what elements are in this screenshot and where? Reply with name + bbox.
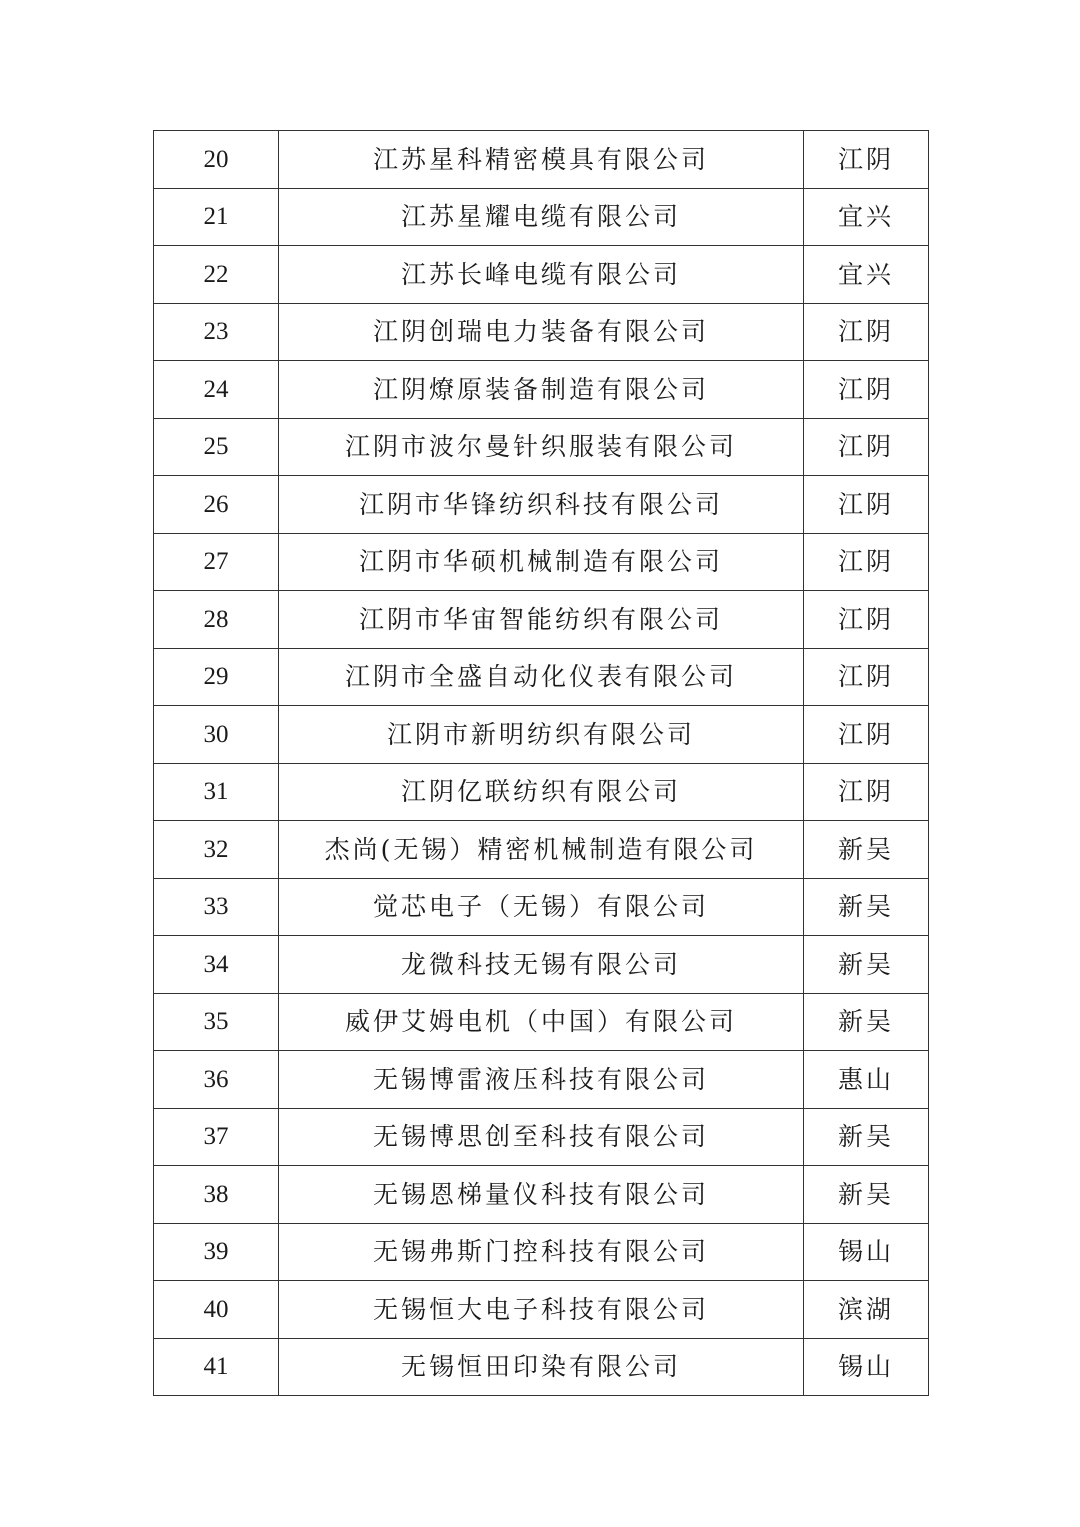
row-number: 38 xyxy=(154,1166,279,1224)
region: 江阴 xyxy=(804,533,929,591)
table-row xyxy=(154,591,929,649)
table-row xyxy=(154,1281,929,1339)
table-row xyxy=(154,993,929,1051)
row-number: 33 xyxy=(154,878,279,936)
row-number: 22 xyxy=(154,246,279,304)
table-row xyxy=(154,763,929,821)
region: 宜兴 xyxy=(804,188,929,246)
company-name: 江阴燎原装备制造有限公司 xyxy=(279,361,804,419)
company-name: 无锡博思创至科技有限公司 xyxy=(279,1108,804,1166)
region: 新吴 xyxy=(804,821,929,879)
row-number: 40 xyxy=(154,1281,279,1339)
table-row xyxy=(154,1166,929,1224)
region: 江阴 xyxy=(804,418,929,476)
company-name: 无锡恒大电子科技有限公司 xyxy=(279,1281,804,1339)
company-name: 江阴创瑞电力装备有限公司 xyxy=(279,303,804,361)
table-row xyxy=(154,1108,929,1166)
table-row xyxy=(154,533,929,591)
company-name: 江苏星科精密模具有限公司 xyxy=(279,131,804,189)
table-row xyxy=(154,418,929,476)
company-name: 威伊艾姆电机（中国）有限公司 xyxy=(279,993,804,1051)
row-number: 37 xyxy=(154,1108,279,1166)
row-number: 20 xyxy=(154,131,279,189)
company-name: 江阴亿联纺织有限公司 xyxy=(279,763,804,821)
region: 新吴 xyxy=(804,993,929,1051)
table-row xyxy=(154,303,929,361)
company-name: 江阴市华宙智能纺织有限公司 xyxy=(279,591,804,649)
row-number: 32 xyxy=(154,821,279,879)
region: 江阴 xyxy=(804,648,929,706)
table-row xyxy=(154,246,929,304)
table-row xyxy=(154,188,929,246)
region: 宜兴 xyxy=(804,246,929,304)
company-name: 江阴市波尔曼针织服装有限公司 xyxy=(279,418,804,476)
region: 锡山 xyxy=(804,1338,929,1396)
company-name: 江阴市新明纺织有限公司 xyxy=(279,706,804,764)
company-name: 觉芯电子（无锡）有限公司 xyxy=(279,878,804,936)
table-row xyxy=(154,476,929,534)
company-name: 江苏长峰电缆有限公司 xyxy=(279,246,804,304)
region: 江阴 xyxy=(804,763,929,821)
row-number: 24 xyxy=(154,361,279,419)
table-row xyxy=(154,1051,929,1109)
region: 新吴 xyxy=(804,878,929,936)
row-number: 25 xyxy=(154,418,279,476)
region: 江阴 xyxy=(804,591,929,649)
table-row xyxy=(154,936,929,994)
region: 江阴 xyxy=(804,131,929,189)
table-row xyxy=(154,131,929,189)
row-number: 27 xyxy=(154,533,279,591)
company-name: 江苏星耀电缆有限公司 xyxy=(279,188,804,246)
company-name: 无锡弗斯门控科技有限公司 xyxy=(279,1223,804,1281)
table-row xyxy=(154,878,929,936)
company-name: 江阴市华硕机械制造有限公司 xyxy=(279,533,804,591)
region: 江阴 xyxy=(804,706,929,764)
region: 锡山 xyxy=(804,1223,929,1281)
row-number: 21 xyxy=(154,188,279,246)
row-number: 36 xyxy=(154,1051,279,1109)
table-row xyxy=(154,1338,929,1396)
table-row xyxy=(154,361,929,419)
company-name: 龙微科技无锡有限公司 xyxy=(279,936,804,994)
row-number: 28 xyxy=(154,591,279,649)
region: 新吴 xyxy=(804,1108,929,1166)
table-row xyxy=(154,706,929,764)
region: 江阴 xyxy=(804,361,929,419)
row-number: 35 xyxy=(154,993,279,1051)
row-number: 26 xyxy=(154,476,279,534)
company-name: 江阴市华锋纺织科技有限公司 xyxy=(279,476,804,534)
row-number: 29 xyxy=(154,648,279,706)
company-name: 无锡恩梯量仪科技有限公司 xyxy=(279,1166,804,1224)
row-number: 30 xyxy=(154,706,279,764)
region: 新吴 xyxy=(804,936,929,994)
row-number: 34 xyxy=(154,936,279,994)
region: 江阴 xyxy=(804,476,929,534)
company-name: 无锡恒田印染有限公司 xyxy=(279,1338,804,1396)
company-list-table xyxy=(153,130,929,1396)
row-number: 39 xyxy=(154,1223,279,1281)
region: 新吴 xyxy=(804,1166,929,1224)
company-name: 无锡博雷液压科技有限公司 xyxy=(279,1051,804,1109)
row-number: 41 xyxy=(154,1338,279,1396)
region: 滨湖 xyxy=(804,1281,929,1339)
table-row xyxy=(154,648,929,706)
row-number: 23 xyxy=(154,303,279,361)
region: 惠山 xyxy=(804,1051,929,1109)
row-number: 31 xyxy=(154,763,279,821)
company-name: 杰尚(无锡）精密机械制造有限公司 xyxy=(279,821,804,879)
region: 江阴 xyxy=(804,303,929,361)
table-row xyxy=(154,1223,929,1281)
table-row xyxy=(154,821,929,879)
company-name: 江阴市全盛自动化仪表有限公司 xyxy=(279,648,804,706)
